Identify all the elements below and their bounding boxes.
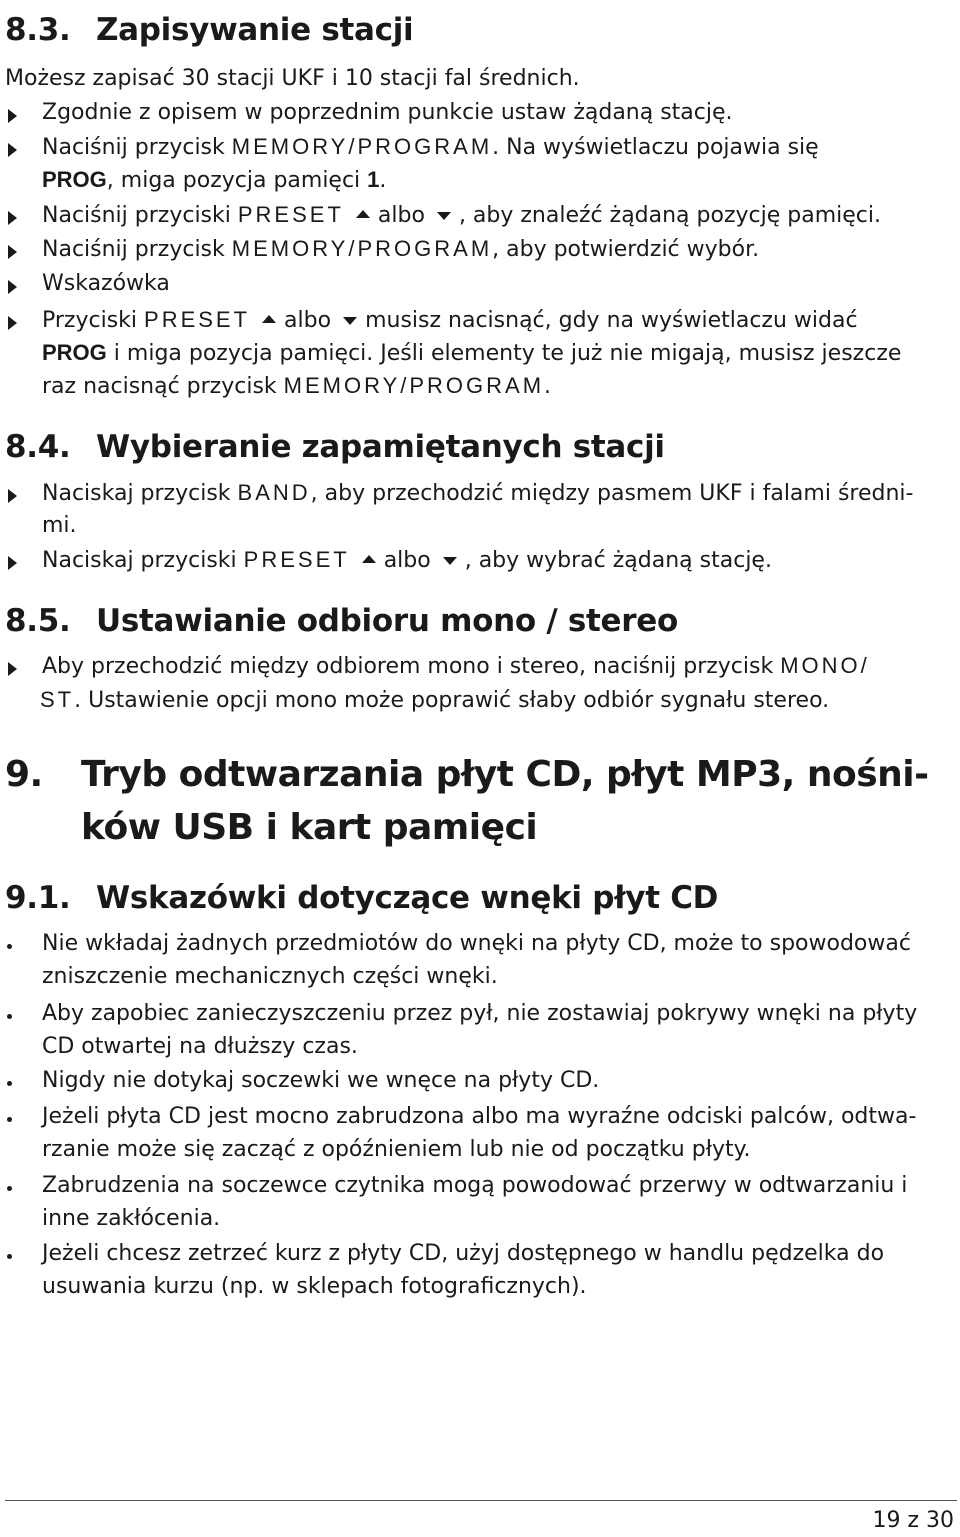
- list-item-line: rzanie może się zacząć z opóźnieniem lub nie od początku płyty.: [42, 1137, 751, 1162]
- text-segment: Naciskaj przycisk: [42, 481, 238, 506]
- text-segment: albo: [284, 308, 332, 333]
- text-segment: Naciskaj przyciski: [42, 548, 244, 573]
- key-mono-st: MONO/: [780, 653, 870, 678]
- text-segment: , aby przechodzić między pasmem UKF i falami średni-: [310, 481, 914, 506]
- text-segment: . Ustawienie opcji mono może poprawić słaby odbiór sygnału stereo.: [74, 688, 830, 713]
- list-item-line: CD otwartej na dłuższy czas.: [42, 1034, 358, 1059]
- heading-8-3: [5, 12, 413, 48]
- heading-title-line: Tryb odtwarzania płyt CD, płyt MP3, nośni-: [81, 754, 929, 795]
- up-arrow-icon: [362, 555, 376, 563]
- text-segment: Naciśnij przycisk: [42, 237, 232, 262]
- heading-title: Wskazówki dotyczące wnęki płyt CD: [96, 880, 719, 916]
- up-arrow-icon: [356, 210, 370, 218]
- step-text: [42, 307, 858, 333]
- key-preset: PRESET: [237, 202, 344, 227]
- text-segment: musisz nacisnąć, gdy na wyświetlaczu widać: [365, 308, 858, 333]
- page-number: 19 z 30: [872, 1508, 954, 1533]
- arrow-bullet-icon: [8, 489, 17, 503]
- text-segment: i miga pozycja pamięci. Jeśli elementy te już nie migają, musisz jeszcze: [106, 341, 902, 366]
- step-text: [42, 547, 772, 573]
- heading-title: Zapisywanie stacji: [96, 12, 414, 48]
- heading-number: 8.4.: [5, 429, 71, 465]
- arrow-bullet-icon: [8, 109, 17, 123]
- step-text-continued: [42, 373, 551, 399]
- bullet-dot-icon: [7, 1117, 12, 1122]
- list-item-line: usuwania kurzu (np. w sklepach fotograficznych).: [42, 1274, 587, 1299]
- step-text: [42, 480, 913, 506]
- key-preset: PRESET: [243, 547, 350, 572]
- bullet-dot-icon: [7, 944, 12, 949]
- bullet-dot-icon: [7, 1186, 12, 1191]
- step-text-continued: [42, 167, 386, 193]
- heading-9-1: [5, 880, 718, 916]
- list-item-line: Nigdy nie dotykaj soczewki we wnęce na płyty CD.: [42, 1068, 600, 1093]
- text-segment: .: [544, 374, 552, 399]
- display-prog: PROG: [42, 340, 107, 365]
- text-segment: Przyciski: [42, 308, 145, 333]
- heading-9: [5, 748, 955, 854]
- list-item-line: Jeżeli płyta CD jest mocno zabrudzona albo ma wyraźne odciski palców, odtwa-: [42, 1104, 917, 1129]
- display-memory-position: 1: [367, 167, 380, 192]
- step-text: Zgodnie z opisem w poprzednim punkcie ustaw żądaną stację.: [42, 100, 733, 125]
- heading-number: 9.1.: [5, 880, 71, 916]
- heading-number: 8.5.: [5, 603, 71, 639]
- text-segment: albo: [383, 548, 431, 573]
- arrow-bullet-icon: [8, 143, 17, 157]
- bullet-dot-icon: [7, 1254, 12, 1259]
- arrow-bullet-icon: [8, 316, 17, 330]
- arrow-bullet-icon: [8, 280, 17, 294]
- step-text: [42, 653, 870, 679]
- text-segment: .: [379, 168, 387, 193]
- list-item-line: zniszczenie mechanicznych części wnęki.: [42, 964, 498, 989]
- heading-number: 8.3.: [5, 12, 71, 48]
- down-arrow-icon: [443, 557, 457, 565]
- list-item-line: Nie wkładaj żadnych przedmiotów do wnęki na płyty CD, może to spowodować: [42, 931, 911, 956]
- key-preset: PRESET: [144, 307, 251, 332]
- heading-number: 9.: [5, 754, 43, 795]
- list-item-line: inne zakłócenia.: [42, 1206, 221, 1231]
- text-segment: , aby potwierdzić wybór.: [492, 237, 760, 262]
- bullet-dot-icon: [7, 1081, 12, 1086]
- step-text-continued: [40, 687, 829, 713]
- text-segment: , aby znaleźć żądaną pozycję pamięci.: [458, 203, 881, 228]
- text-segment: . Na wyświetlaczu pojawia się: [492, 135, 819, 160]
- arrow-bullet-icon: [8, 556, 17, 570]
- step-text: [42, 236, 759, 262]
- step-text-continued: mi.: [42, 513, 77, 538]
- list-item-line: Jeżeli chcesz zetrzeć kurz z płyty CD, użyj dostępnego w handlu pędzelka do: [42, 1241, 885, 1266]
- heading-8-5: [5, 603, 678, 639]
- text-segment: Naciśnij przyciski: [42, 203, 238, 228]
- text-segment: , miga pozycja pamięci: [106, 168, 368, 193]
- text-segment: raz nacisnąć przycisk: [42, 374, 284, 399]
- heading-title: [81, 748, 951, 854]
- step-text-continued: [42, 340, 901, 366]
- list-item-line: Aby zapobiec zanieczyszczeniu przez pył, nie zostawiaj pokrywy wnęki na płyty: [42, 1001, 918, 1026]
- heading-8-4: [5, 429, 665, 465]
- text-segment: , aby wybrać żądaną stację.: [464, 548, 772, 573]
- display-prog: PROG: [42, 167, 107, 192]
- key-memory-program: MEMORY/PROGRAM: [231, 236, 493, 261]
- up-arrow-icon: [262, 315, 276, 323]
- heading-title: Ustawianie odbioru mono / stereo: [96, 603, 678, 639]
- text-segment: Aby przechodzić między odbiorem mono i stereo, naciśnij przycisk: [42, 654, 781, 679]
- key-mono-st: ST: [40, 687, 75, 712]
- list-item-line: Zabrudzenia na soczewce czytnika mogą powodować przerwy w odtwarzaniu i: [42, 1173, 908, 1198]
- heading-title: Wybieranie zapamiętanych stacji: [96, 429, 665, 465]
- hint-label: Wskazówka: [42, 271, 170, 296]
- arrow-bullet-icon: [8, 245, 17, 259]
- key-memory-program: MEMORY/PROGRAM: [283, 373, 545, 398]
- key-band: BAND: [237, 480, 311, 505]
- down-arrow-icon: [343, 317, 357, 325]
- arrow-bullet-icon: [8, 211, 17, 225]
- arrow-bullet-icon: [8, 662, 17, 676]
- text-segment: albo: [377, 203, 425, 228]
- intro-text: Możesz zapisać 30 stacji UKF i 10 stacji fal średnich.: [5, 66, 580, 91]
- text-segment: Naciśnij przycisk: [42, 135, 232, 160]
- step-text: [42, 202, 881, 228]
- key-memory-program: MEMORY/PROGRAM: [231, 134, 493, 159]
- down-arrow-icon: [437, 212, 451, 220]
- step-text: [42, 134, 819, 160]
- heading-title-line: ków USB i kart pamięci: [81, 807, 538, 848]
- bullet-dot-icon: [7, 1014, 12, 1019]
- footer-divider: [5, 1500, 957, 1501]
